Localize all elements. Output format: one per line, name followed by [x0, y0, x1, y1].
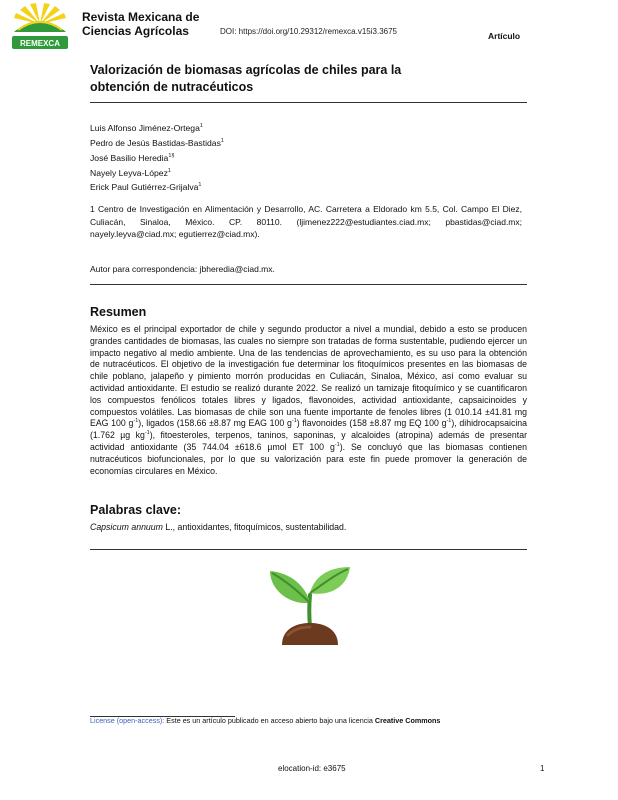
author-item: Nayely Leyva-López$^1$ — [90, 167, 171, 178]
logo-text: REMEXCA — [19, 39, 61, 48]
license-note: License (open-access): Este es un artículo publicado en acceso abierto bajo una licencia Creative Commons — [90, 716, 441, 725]
journal-name-line2: Ciencias Agrícolas — [82, 24, 189, 38]
author-list — [90, 120, 224, 194]
article-title — [90, 62, 450, 96]
keywords-divider — [90, 549, 527, 550]
page-number: 1 — [540, 764, 545, 773]
affiliation: 1 Centro de Investigación en Alimentación y Desarrollo, AC. Carretera a Eldorado km 5.5, Col. Campo El Diez, Culiacán, Sinaloa, México. CP. 80110. (ljimenez222@estudiantes.ciad.mx; pbastidas@ciad.mx; nayely.leyva@ciad.mx; egutierrez@ciad.mx). — [90, 204, 522, 240]
journal-logo — [8, 2, 72, 52]
abstract-heading: Resumen — [90, 305, 147, 319]
journal-name-line1: Revista Mexicana de — [82, 10, 200, 24]
journal-name — [82, 10, 212, 38]
author-item: Luis Alfonso Jiménez-Ortega$^1$ — [90, 122, 203, 133]
keywords-heading: Palabras clave: — [90, 503, 182, 517]
header-divider — [90, 284, 527, 285]
doi-link[interactable]: DOI: https://doi.org/10.29312/remexca.v15i3.3675 — [220, 27, 397, 36]
author-item: Erick Paul Gutiérrez-Grijalva$^1$ — [90, 182, 202, 193]
seedling-icon — [262, 565, 358, 647]
keywords-list: Capsicum annuum L., antioxidantes, fitoquímicos, sustentabilidad. — [90, 522, 347, 532]
license-link[interactable]: License (open-access): — [90, 716, 165, 725]
elocation-id: elocation-id: e3675 — [278, 764, 346, 773]
title-divider — [90, 102, 527, 103]
author-item: Pedro de Jesús Bastidas-Bastidas$^1$ — [90, 137, 224, 148]
author-item: José Basilio Heredia$^{1\S}$ — [90, 152, 175, 163]
abstract-body: México es el principal exportador de chile y segundo productor a nivel a mundial, debido a esto se producen grandes cantidades de biomasas, las cuales no siempre son tratadas de forma sustentable, pudiendo ejercer un impacto negativo al medio ambiente. Una de las tendencias de aprovechamiento, es su uso para la obtención de nutracéuticos. El objetivo de la investigación fue determinar los fitoquímicos presentes en las biomasas de chile poblano, jalapeño y pimiento morrón producidas en Culiacán, Sinaloa, México, así como evaluar su actividad antioxidante. El estudio se realizó durante 2022. Se realizó un tamizaje fitoquímico y se cuantificaron los compuestos fenólicos totales libres y ligados, flavonoides, actividad antioxidante, capsaicinoides y compuestos volátiles. Las biomasas de chile son una fuente importante de fenoles libres (1 010.14 ±41.81 mg EAG 100 $g^{-1}$), ligados (158.66 ±8.87 mg EAG 100 $g^{-1}$) flavonoides (158 ±8.87 mg EQ 100 $g^{-1}$), dihidrocapsaicina (1.762 µg $kg^{-1}$), fitoesteroles, terpenos, taninos, saponinas, y alcaloides (atropina) además de presentar actividad antioxidante (35 744.04 ±618.6 µmol ET 100 $g^{-1}$). Se concluyó que las biomasas contienen nutracéuticos biofuncionales, por lo que su valorización para este fin puede promover la generación de economías circulares en México. — [90, 324, 528, 476]
title-line2: obtención de nutracéuticos — [90, 80, 254, 94]
document-type: Artículo — [488, 31, 521, 41]
correspondence-author: Autor para correspondencia: jbheredia@ciad.mx. — [90, 264, 275, 274]
title-line1: Valorización de biomasas agrícolas de chiles para la — [90, 63, 402, 77]
